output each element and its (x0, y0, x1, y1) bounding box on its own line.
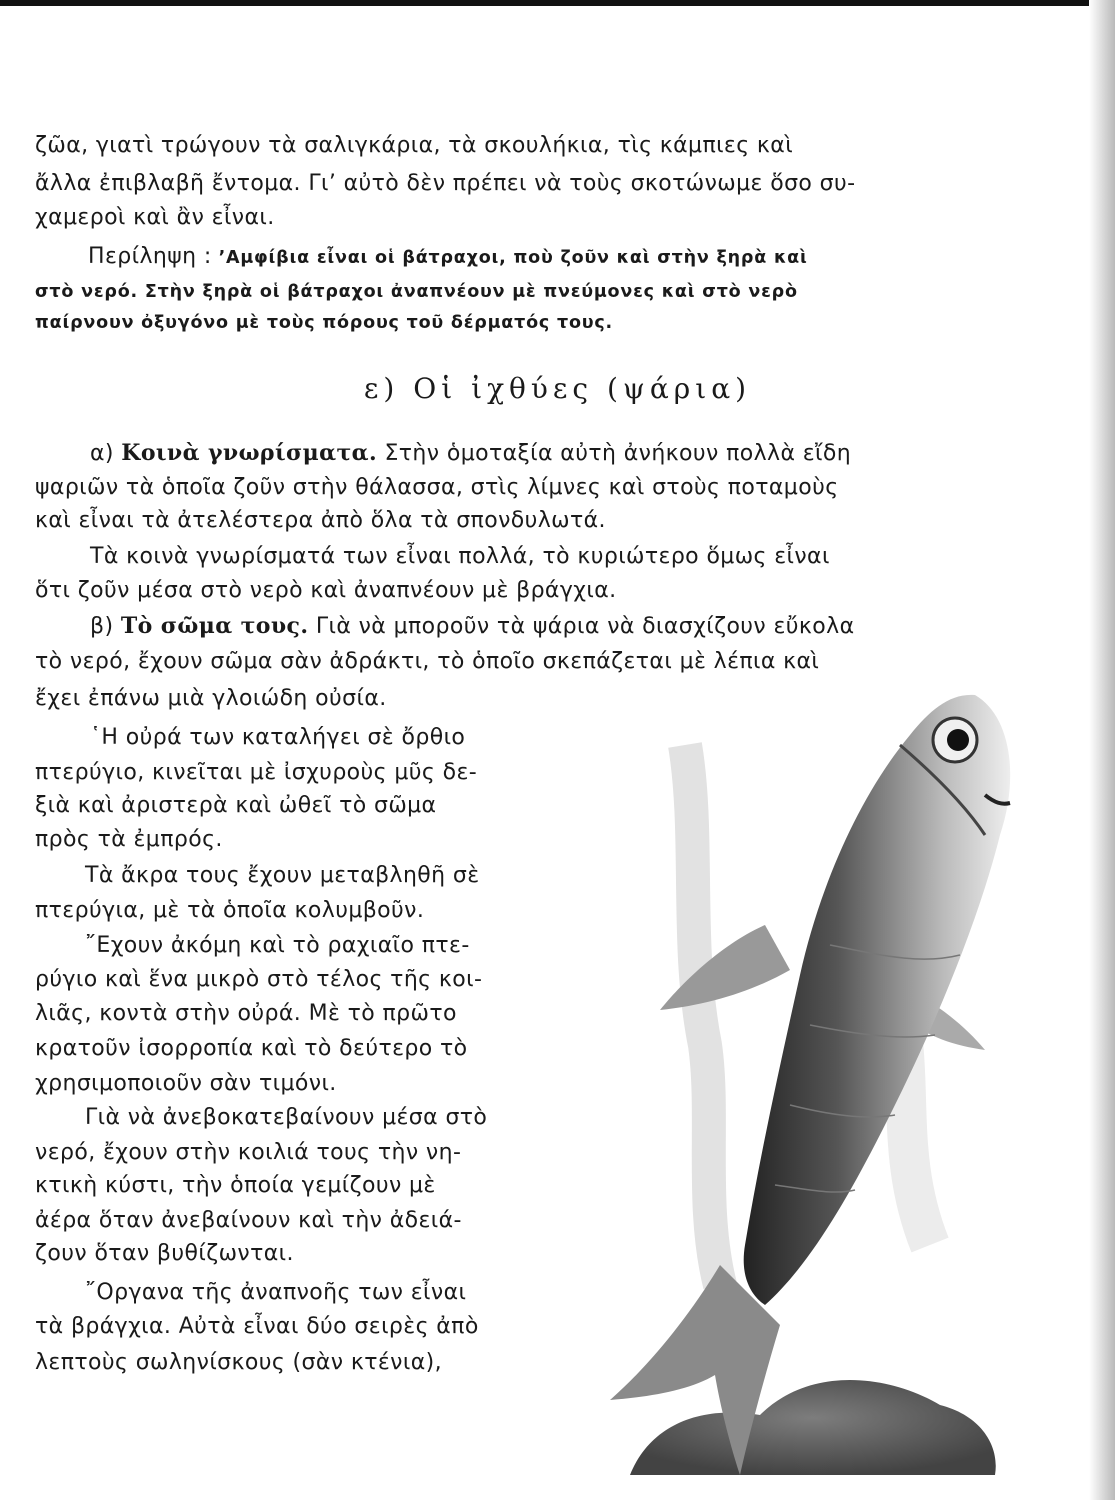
section-a-line-3: καὶ εἶναι τὰ ἀτελέστερα ἀπὸ ὅλα τὰ σπονδυλωτά. (35, 508, 606, 533)
column-line-2: πτερύγιο, κινεῖται μὲ ἰσχυροὺς μῦς δε- (35, 760, 478, 785)
page-top-edge (0, 0, 1115, 6)
intro-line-2: ἄλλα ἐπιβλαβῆ ἔντομα. Γι’ αὐτὸ δὲν πρέπει νὰ τοὺς σκοτώνωμε ὅσο συ- (35, 171, 856, 196)
column-line-12: Γιὰ νὰ ἀνεβοκατεβαίνουν μέσα στὸ (85, 1105, 488, 1130)
summary-line-2: στὸ νερό. Στὴν ξηρὰ οἱ βάτραχοι ἀναπνέουν μὲ πνεύμονες καὶ στὸ νερὸ (35, 282, 798, 302)
section-a-para2-line-2: ὅτι ζοῦν μέσα στὸ νερὸ καὶ ἀναπνέουν μὲ βράγχια. (35, 578, 617, 603)
column-line-4: πρὸς τὰ ἐμπρός. (35, 827, 223, 852)
section-a-line-2: ψαριῶν τὰ ὁποῖα ζοῦν στὴν θάλασσα, στὶς λίμνες καὶ στοὺς ποταμοὺς (35, 475, 839, 500)
column-line-17: ῎Οργανα τῆς ἀναπνοῆς των εἶναι (85, 1280, 467, 1305)
section-b-text-1: Γιὰ νὰ μποροῦν τὰ ψάρια νὰ διασχίζουν εὔκολα (315, 614, 855, 639)
section-a-prefix: α) (90, 441, 114, 466)
section-b-line-3: ἔχει ἐπάνω μιὰ γλοιώδη οὐσία. (35, 686, 387, 711)
column-line-5: Τὰ ἄκρα τους ἔχουν μεταβληθῆ σὲ (85, 863, 480, 888)
column-line-14: κτικὴ κύστι, τὴν ὁποία γεμίζουν μὲ (35, 1173, 436, 1198)
column-line-18: τὰ βράγχια. Αὐτὰ εἶναι δύο σειρὲς ἀπὸ (35, 1314, 479, 1339)
column-line-9: λιᾶς, κοντὰ στὴν οὐρά. Μὲ τὸ πρῶτο (35, 1001, 457, 1026)
fish-illustration (590, 685, 1030, 1485)
column-line-16: ζουν ὅταν βυθίζωνται. (35, 1241, 294, 1266)
column-line-7: ῎Εχουν ἀκόμη καὶ τὸ ραχιαῖο πτε- (85, 933, 470, 958)
intro-line-3: χαμεροὶ καὶ ἂν εἶναι. (35, 205, 275, 230)
section-a-text-1: Στὴν ὁμοταξία αὐτὴ ἀνήκουν πολλὰ εἴδη (384, 441, 852, 466)
column-line-3: ξιὰ καὶ ἀριστερὰ καὶ ὠθεῖ τὸ σῶμα (35, 793, 437, 818)
intro-line-1: ζῶα, γιατὶ τρώγουν τὰ σαλιγκάρια, τὰ σκουλήκια, τὶς κάμπιες καὶ (35, 133, 794, 158)
page-binding-shadow (1089, 0, 1115, 1500)
section-b-title: Τὸ σῶμα τους. (120, 613, 309, 639)
column-line-8: ρύγιο καὶ ἕνα μικρὸ στὸ τέλος τῆς κοι- (35, 967, 483, 992)
summary-text-1: ’Αμφίβια εἶναι οἱ βάτραχοι, ποὺ ζοῦν καὶ στὴν ξηρὰ καὶ (218, 248, 808, 268)
section-a-para2-line-1: Τὰ κοινὰ γνωρίσματά των εἶναι πολλά, τὸ κυριώτερο ὅμως εἶναι (90, 544, 830, 569)
summary-line-1 (88, 243, 808, 272)
column-line-19: λεπτοὺς σωληνίσκους (σὰν κτένια), (35, 1350, 442, 1375)
column-line-10: κρατοῦν ἰσορροπία καὶ τὸ δεύτερο τὸ (35, 1036, 468, 1061)
section-a-title: Κοινὰ γνωρίσματα. (121, 440, 378, 466)
column-line-11: χρησιμοποιοῦν σὰν τιμόνι. (35, 1071, 337, 1096)
section-heading: ε) Οἱ ἰχθύες (ψάρια) (363, 372, 752, 405)
column-line-1: ῾Η οὐρά των καταλήγει σὲ ὄρθιο (90, 725, 466, 750)
summary-label: Περίληψη : (88, 244, 212, 269)
section-a-line-1 (90, 437, 851, 471)
summary-line-3: παίρνουν ὀξυγόνο μὲ τοὺς πόρους τοῦ δέρματός τους. (35, 313, 614, 333)
column-line-13: νερό, ἔχουν στὴν κοιλιά τους τὴν νη- (35, 1140, 462, 1165)
section-b-line-1 (90, 610, 854, 644)
section-b-prefix: β) (90, 614, 114, 639)
column-line-6: πτερύγια, μὲ τὰ ὁποῖα κολυμβοῦν. (35, 898, 425, 923)
section-b-line-2: τὸ νερό, ἔχουν σῶμα σὰν ἀδράκτι, τὸ ὁποῖο σκεπάζεται μὲ λέπια καὶ (35, 649, 820, 674)
column-line-15: ἀέρα ὅταν ἀνεβαίνουν καὶ τὴν ἀδειά- (35, 1208, 462, 1233)
